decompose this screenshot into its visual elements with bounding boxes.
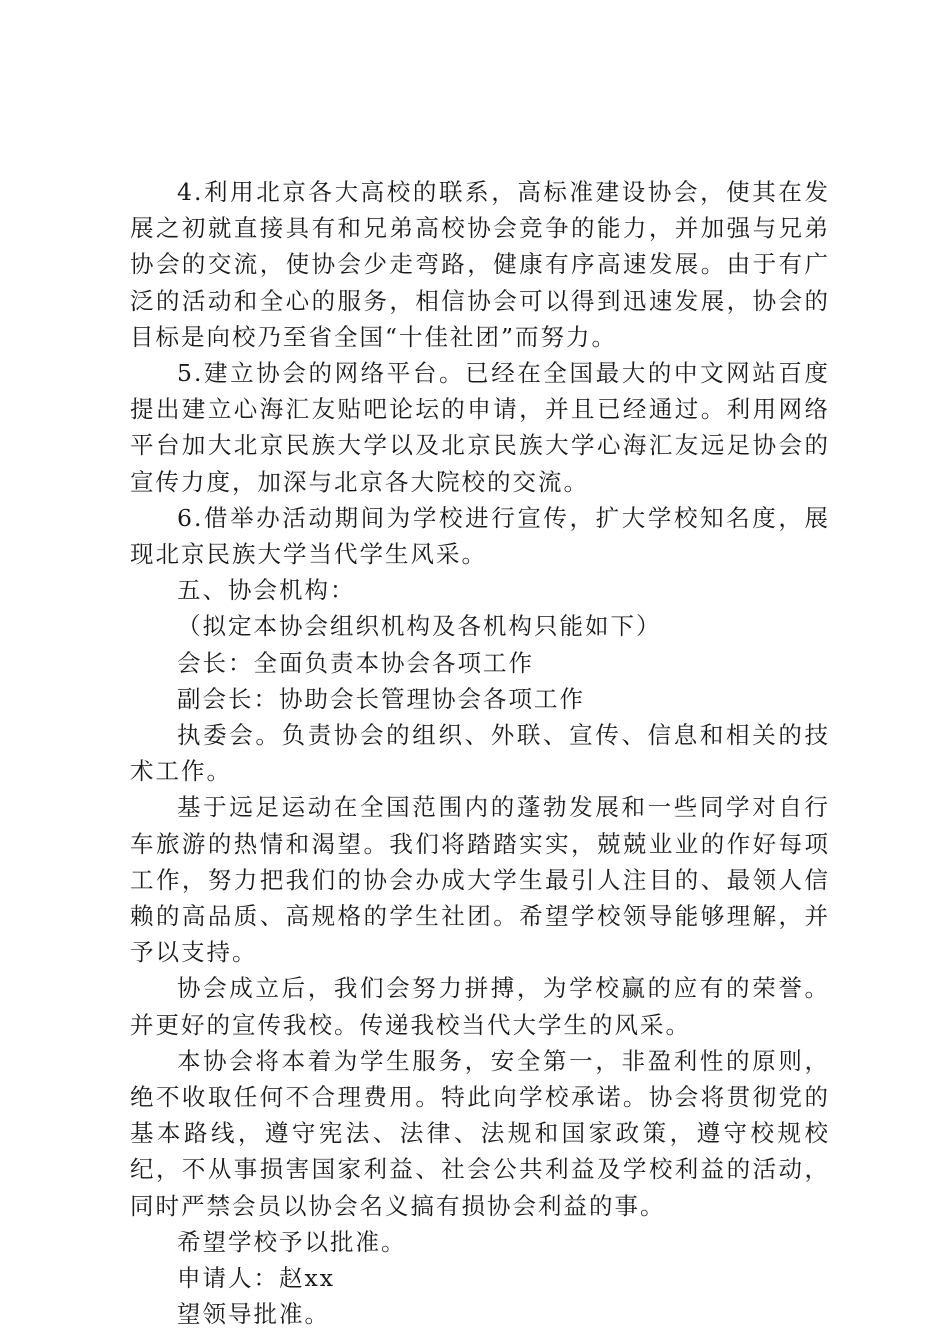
paragraph-commitment: 协会成立后，我们会努力拼搏，为学校赢的应有的荣誉。并更好的宣传我校。传递我校当代大学生的风采。 xyxy=(130,974,830,1039)
organization-note: （拟定本协会组织机构及各机构只能如下） xyxy=(177,612,662,641)
paragraph-item-4: 4.利用北京各大高校的联系，高标准建设协会，使其在发展之初就直接具有和兄弟高校协会竞争的能力，并加强与兄弟协会的交流，使协会少走弯路，健康有序高速发展。由于有广泛的活动和全心的服务，相信协会可以得到迅速发展，协会的目标是向校乃至省全国“十佳社团”而努力。 xyxy=(130,178,830,351)
role-president: 会长：全面负责本协会各项工作 xyxy=(177,648,534,677)
paragraph-principles: 本协会将本着为学生服务，安全第一，非盈利性的原则，绝不收取任何不合理费用。特此向学校承诺。协会将贯彻党的基本路线，遵守宪法、法律、法规和国家政策，遵守校规校纪，不从事损害国家利益、社会公共利益及学校利益的活动，同时严禁会员以协会名义搞有损协会利益的事。 xyxy=(130,1046,830,1220)
role-executive-committee: 执委会。负责协会的组织、外联、宣传、信息和相关的技术工作。 xyxy=(130,721,830,786)
section-heading-organization: 五、协会机构： xyxy=(177,576,356,605)
applicant-line: 申请人：赵xx xyxy=(177,1264,336,1293)
paragraph-item-5: 5.建立协会的网络平台。已经在全国最大的中文网站百度提出建立心海汇友贴吧论坛的申请，并且已经通过。利用网络平台加大北京民族大学以及北京民族大学心海汇友远足协会的宣传力度，加深与北京各大院校的交流。 xyxy=(130,359,830,496)
document-body xyxy=(130,174,830,1333)
paragraph-motivation: 基于远足运动在全国范围内的蓬勃发展和一些同学对自行车旅游的热情和渴望。我们将踏踏实实，兢兢业业的作好每项工作，努力把我们的协会办成大学生最引人注目的、最领人信赖的高品质、高规格的学生社团。希望学校领导能够理解，并予以支持。 xyxy=(130,793,830,967)
role-vice-president: 副会长：协助会长管理协会各项工作 xyxy=(177,684,585,713)
request-approval: 希望学校予以批准。 xyxy=(177,1227,407,1256)
closing-line: 望领导批准。 xyxy=(177,1300,330,1329)
paragraph-item-6: 6.借举办活动期间为学校进行宣传，扩大学校知名度，展现北京民族大学当代学生风采。 xyxy=(130,503,830,569)
